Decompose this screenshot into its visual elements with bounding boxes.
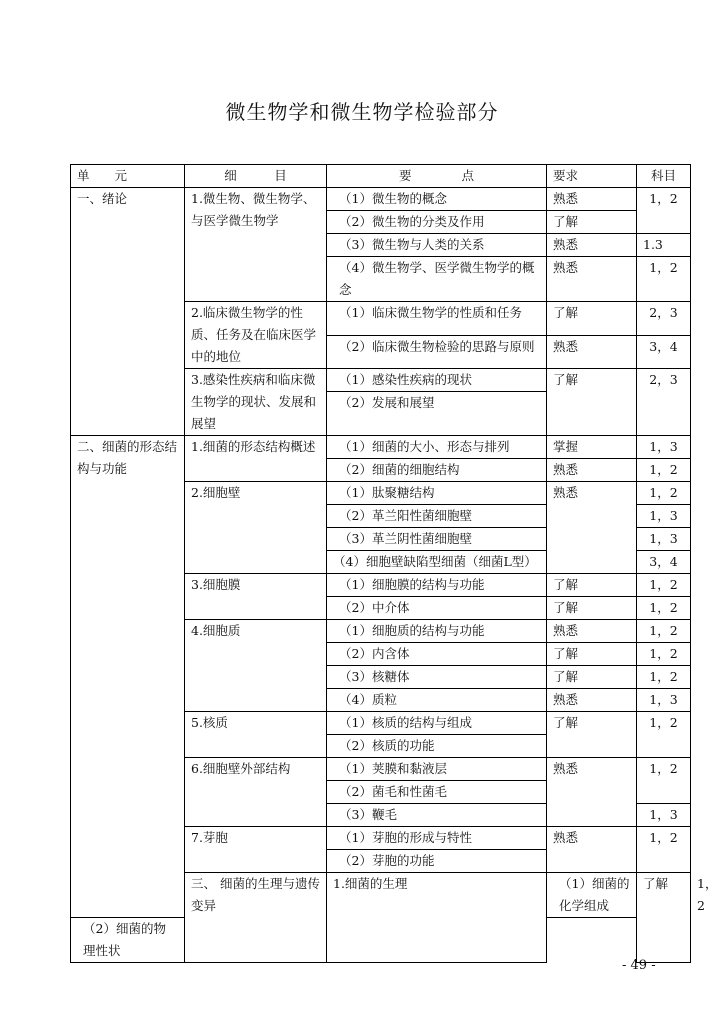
point-cell: （2）微生物的分类及作用 bbox=[327, 211, 547, 234]
subject-cell: 1，2 bbox=[637, 666, 691, 689]
point-cell: （4）细胞壁缺陷型细菌（细菌L型） bbox=[327, 551, 547, 574]
subject-cell: 1，2 bbox=[637, 257, 691, 302]
header-requirement: 要求 bbox=[547, 165, 637, 188]
unit-cell: 二、细菌的形态结构与功能 bbox=[71, 436, 185, 918]
point-cell: （2）细菌的细胞结构 bbox=[327, 459, 547, 482]
syllabus-table bbox=[70, 164, 718, 963]
point-cell: （1）细胞膜的结构与功能 bbox=[327, 574, 547, 597]
subject-cell: 3，4 bbox=[637, 335, 691, 369]
requirement-cell: 了解 bbox=[547, 369, 637, 436]
point-cell: （1）微生物的概念 bbox=[327, 188, 547, 211]
item-cell: 1.细菌的形态结构概述 bbox=[185, 436, 327, 482]
point-cell: （1）临床微生物学的性质和任务 bbox=[327, 302, 547, 336]
point-cell: （1）细胞质的结构与功能 bbox=[327, 620, 547, 643]
point-cell: （3）革兰阴性菌细胞壁 bbox=[327, 528, 547, 551]
table-row: 三、 细菌的生理与遗传变异 1.细菌的生理 （1）细菌的化学组成 了解 1，2 bbox=[71, 873, 691, 918]
requirement-cell: 熟悉 bbox=[547, 758, 637, 827]
point-cell: （2）发展和展望 bbox=[327, 392, 547, 436]
requirement-cell: 熟悉 bbox=[547, 188, 637, 211]
item-cell: 7.芽胞 bbox=[185, 827, 327, 873]
requirement-cell: 熟悉 bbox=[547, 482, 637, 574]
item-cell: 2.细胞壁 bbox=[185, 482, 327, 574]
subject-cell: 1，3 bbox=[637, 689, 691, 712]
requirement-cell: 熟悉 bbox=[547, 257, 637, 302]
subject-cell: 3，4 bbox=[637, 551, 691, 574]
point-cell: （2）革兰阳性菌细胞壁 bbox=[327, 505, 547, 528]
point-cell: （1）核质的结构与组成 bbox=[327, 712, 547, 735]
subject-cell: 1，2 bbox=[637, 482, 691, 505]
requirement-cell: 熟悉 bbox=[547, 234, 637, 257]
subject-cell: 1，3 bbox=[637, 804, 691, 827]
header-item: 细 目 bbox=[185, 165, 327, 188]
requirement-cell: 了解 bbox=[547, 211, 637, 234]
subject-cell: 1，2 bbox=[637, 758, 691, 804]
subject-cell: 2，3 bbox=[637, 369, 691, 436]
requirement-cell: 熟悉 bbox=[547, 620, 637, 643]
point-cell: （1）肽聚糖结构 bbox=[327, 482, 547, 505]
subject-cell: 1，2 bbox=[637, 827, 691, 873]
point-cell: （1）荚膜和黏液层 bbox=[327, 758, 547, 781]
point-cell: （3）微生物与人类的关系 bbox=[327, 234, 547, 257]
subject-cell: 1，3 bbox=[637, 505, 691, 528]
point-cell: （4）质粒 bbox=[327, 689, 547, 712]
point-cell: （2）内含体 bbox=[327, 643, 547, 666]
requirement-cell: 了解 bbox=[547, 597, 637, 620]
item-cell: 3.细胞膜 bbox=[185, 574, 327, 620]
requirement-cell: 熟悉 bbox=[547, 335, 637, 369]
point-cell: （1）芽胞的形成与特性 bbox=[327, 827, 547, 850]
table-row bbox=[71, 436, 691, 459]
item-cell: 3.感染性疾病和临床微生物学的现状、发展和展望 bbox=[185, 369, 327, 436]
item-cell: 5.核质 bbox=[185, 712, 327, 758]
requirement-cell: 熟悉 bbox=[547, 827, 637, 873]
requirement-cell: 掌握 bbox=[547, 436, 637, 459]
item-cell: 2.临床微生物学的性质、任务及在临床医学中的地位 bbox=[185, 302, 327, 369]
point-cell: （2）菌毛和性菌毛 bbox=[327, 781, 547, 804]
subject-cell: 1.3 bbox=[637, 234, 691, 257]
item-cell: 1.微生物、微生物学、与医学微生物学 bbox=[185, 188, 327, 302]
point-cell: （1）细菌的化学组成 bbox=[547, 873, 637, 918]
unit-cell: 三、 细菌的生理与遗传变异 bbox=[185, 873, 327, 963]
item-cell: 6.细胞壁外部结构 bbox=[185, 758, 327, 827]
subject-cell: 1，3 bbox=[637, 436, 691, 459]
subject-cell: 1，2 bbox=[637, 188, 691, 234]
point-cell: （2）芽胞的功能 bbox=[327, 850, 547, 873]
requirement-cell: 了解 bbox=[547, 643, 637, 666]
requirement-cell: 熟悉 bbox=[547, 689, 637, 712]
item-cell: 4.细胞质 bbox=[185, 620, 327, 712]
subject-cell: 1，2 bbox=[637, 597, 691, 620]
subject-cell: 1，2 bbox=[637, 620, 691, 643]
subject-cell: 1，2 bbox=[637, 712, 691, 758]
requirement-cell: 熟悉 bbox=[547, 459, 637, 482]
subject-cell: 1，2 bbox=[637, 459, 691, 482]
point-cell: （3）核糖体 bbox=[327, 666, 547, 689]
header-unit: 单 元 bbox=[71, 165, 185, 188]
requirement-cell: 了解 bbox=[547, 574, 637, 597]
subject-cell: 1，2 bbox=[637, 574, 691, 597]
subject-cell: 2，3 bbox=[637, 302, 691, 336]
requirement-cell: 了解 bbox=[637, 873, 691, 963]
subject-cell: 1，3 bbox=[637, 528, 691, 551]
header-point: 要 点 bbox=[327, 165, 547, 188]
point-cell: （2）核质的功能 bbox=[327, 735, 547, 758]
item-cell: 1.细菌的生理 bbox=[327, 873, 547, 963]
point-cell: （2）临床微生物检验的思路与原则 bbox=[327, 335, 547, 369]
point-cell: （2）细菌的物理性状 bbox=[71, 918, 185, 963]
point-cell: （4）微生物学、医学微生物学的概念 bbox=[327, 257, 547, 302]
table-header-row bbox=[71, 165, 691, 188]
point-cell: （1）细菌的大小、形态与排列 bbox=[327, 436, 547, 459]
subject-cell: 1，2 bbox=[637, 643, 691, 666]
page-number: - 49 - bbox=[622, 958, 656, 973]
point-cell: （1）感染性疾病的现状 bbox=[327, 369, 547, 392]
requirement-cell: 了解 bbox=[547, 302, 637, 336]
table-row bbox=[71, 188, 691, 211]
requirement-cell: 了解 bbox=[547, 712, 637, 758]
unit-cell: 一、绪论 bbox=[71, 188, 185, 436]
requirement-cell: 了解 bbox=[547, 666, 637, 689]
point-cell: （2）中介体 bbox=[327, 597, 547, 620]
point-cell: （3）鞭毛 bbox=[327, 804, 547, 827]
header-subject: 科目 bbox=[637, 165, 691, 188]
page-title: 微生物学和微生物学检验部分 bbox=[225, 100, 499, 124]
